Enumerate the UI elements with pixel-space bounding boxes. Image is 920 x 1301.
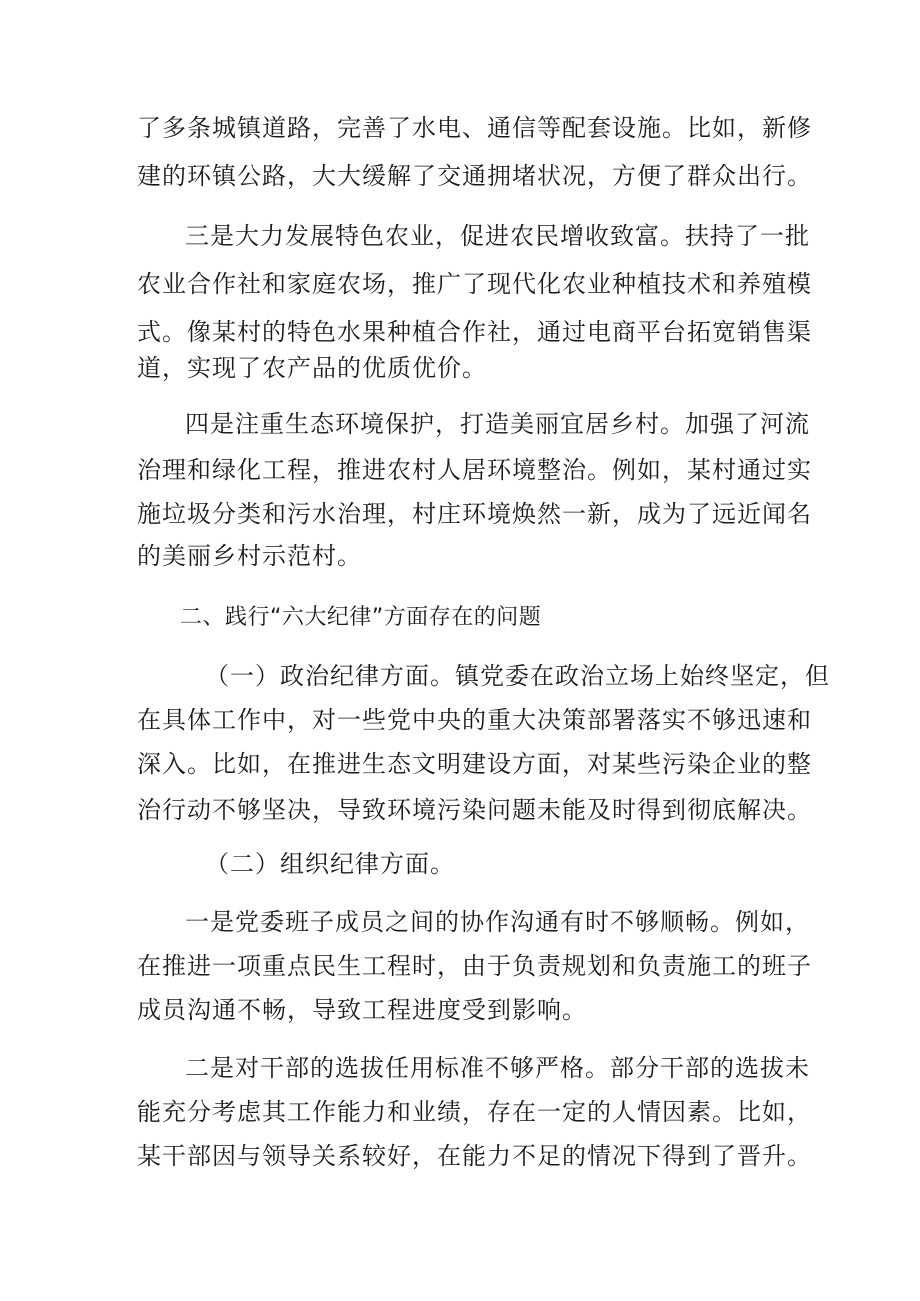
text-line: 道，实现了农产品的优质优价。 — [137, 354, 487, 382]
text-line: 四是注重生态环境保护，打造美丽宜居乡村。加强了河流 — [185, 410, 810, 438]
text-line: 式。像某村的特色水果种植合作社，通过电商平台拓宽销售渠 — [137, 318, 812, 346]
text-line: 在具体工作中，对一些党中央的重大决策部署落实不够迅速和 — [137, 706, 812, 734]
text-line: （二）组织纪律方面。 — [205, 850, 455, 878]
text-line: 某干部因与领导关系较好，在能力不足的情况下得到了晋升。 — [137, 1142, 812, 1170]
text-line: 的美丽乡村示范村。 — [137, 542, 362, 570]
text-line: 深入。比如，在推进生态文明建设方面，对某些污染企业的整 — [137, 750, 812, 778]
text-line: 施垃圾分类和污水治理，村庄环境焕然一新，成为了远近闻名 — [137, 500, 812, 528]
text-line: 能充分考虑其工作能力和业绩，存在一定的人情因素。比如， — [137, 1098, 812, 1126]
text-line: 一是党委班子成员之间的协作沟通有时不够顺畅。例如， — [185, 908, 810, 936]
text-line: 治行动不够坚决，导致环境污染问题未能及时得到彻底解决。 — [137, 796, 812, 824]
text-line: 建的环镇公路，大大缓解了交通拥堵状况，方便了群众出行。 — [137, 162, 812, 190]
text-line: 在推进一项重点民生工程时，由于负责规划和负责施工的班子 — [137, 952, 812, 980]
text-line: 二是对干部的选拔任用标准不够严格。部分干部的选拔未 — [185, 1054, 810, 1082]
text-line: 农业合作社和家庭农场，推广了现代化农业种植技术和养殖模 — [137, 270, 812, 298]
text-line: 三是大力发展特色农业，促进农民增收致富。扶持了一批 — [185, 222, 810, 250]
section-heading: 二、践行“六大纪律”方面存在的问题 — [180, 605, 542, 630]
text-line: （一）政治纪律方面。镇党委在政治立场上始终坚定，但 — [205, 662, 830, 690]
text-line: 成员沟通不畅，导致工程进度受到影响。 — [137, 996, 587, 1024]
text-line: 治理和绿化工程，推进农村人居环境整治。例如，某村通过实 — [137, 456, 812, 484]
text-line: 了多条城镇道路，完善了水电、通信等配套设施。比如，新修 — [137, 114, 812, 142]
